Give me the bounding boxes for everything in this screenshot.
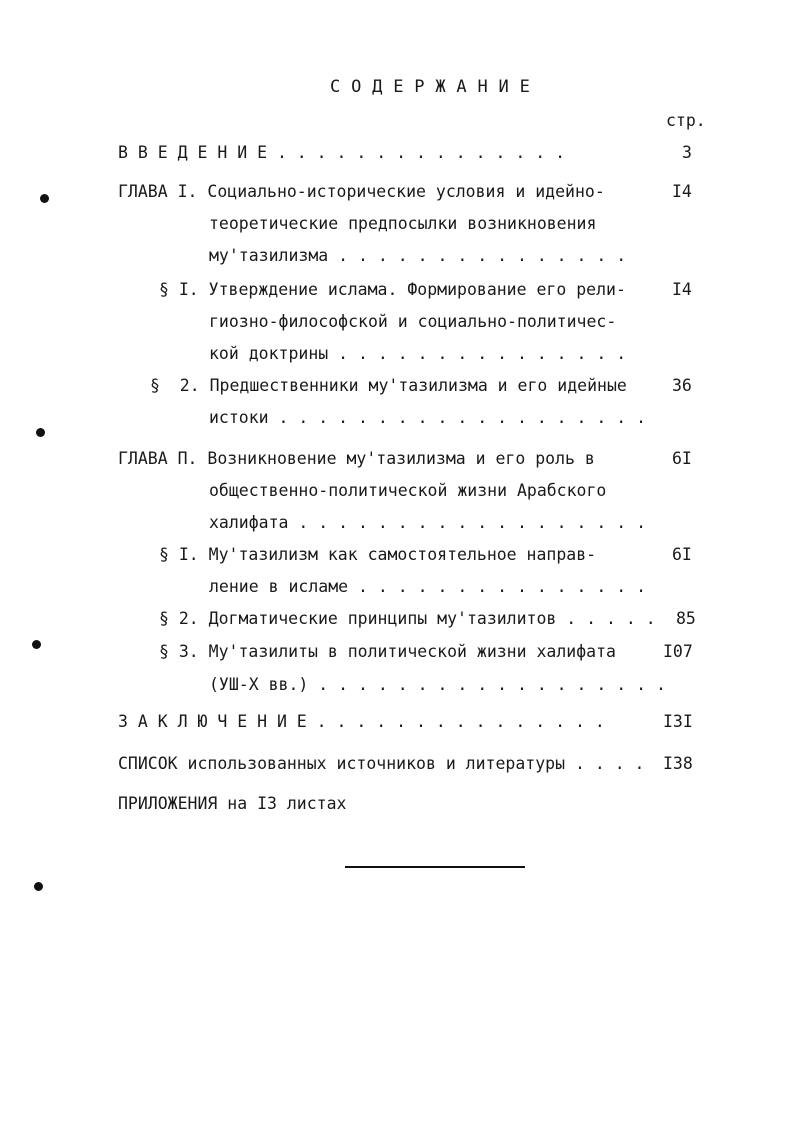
toc-page-number: I4 bbox=[672, 182, 692, 201]
toc-entry-text: кой доктрины . . . . . . . . . . . . . . . bbox=[209, 344, 627, 363]
toc-entry-text: З А К Л Ю Ч Е Н И Е . . . . . . . . . . . . . . . bbox=[118, 712, 605, 731]
toc-entry-text: ПРИЛОЖЕНИЯ на I3 листах bbox=[118, 794, 347, 813]
toc-entry-text: В В Е Д Е Н И Е . . . . . . . . . . . . . . . bbox=[118, 143, 566, 162]
binder-hole-mark bbox=[32, 640, 41, 649]
toc-entry-text: халифата . . . . . . . . . . . . . . . . . . bbox=[209, 513, 647, 532]
toc-entry-text: (УШ-Х вв.) . . . . . . . . . . . . . . . . . . bbox=[209, 675, 666, 694]
page-column-label: стр. bbox=[666, 111, 706, 130]
page-title: С О Д Е Р Ж А Н И Е bbox=[330, 77, 531, 97]
toc-entry-text: § I. Му'тазилизм как самостоятельное направ- bbox=[159, 545, 597, 564]
toc-page-number: 85 bbox=[676, 609, 696, 628]
toc-entry-text: истоки . . . . . . . . . . . . . . . . . . . bbox=[209, 408, 647, 427]
toc-page-number: I38 bbox=[663, 754, 693, 773]
binder-hole-mark bbox=[36, 428, 45, 437]
binder-hole-mark bbox=[34, 882, 43, 891]
toc-entry-text: § 3. Му'тазилиты в политической жизни халифата bbox=[159, 642, 616, 661]
toc-page-number: 36 bbox=[672, 376, 692, 395]
toc-entry-text: ГЛАВА П. Возникновение му'тазилизма и его роль в bbox=[118, 449, 595, 468]
toc-page-number: 6I bbox=[672, 545, 692, 564]
binder-hole-mark bbox=[40, 194, 49, 203]
toc-page-number: I07 bbox=[663, 642, 693, 661]
toc-entry-text: § I. Утверждение ислама. Формирование его рели- bbox=[159, 280, 626, 299]
toc-entry-text: му'тазилизма . . . . . . . . . . . . . . . bbox=[209, 246, 627, 265]
toc-page-number: I4 bbox=[672, 280, 692, 299]
toc-entry-text: ГЛАВА I. Социально-исторические условия и идейно- bbox=[118, 182, 605, 201]
toc-entry-text: СПИСОК использованных источников и литературы . . . . bbox=[118, 754, 645, 773]
toc-page-number: 6I bbox=[672, 449, 692, 468]
closing-rule bbox=[345, 866, 525, 868]
toc-entry-text: ление в исламе . . . . . . . . . . . . . . . bbox=[209, 577, 647, 596]
toc-entry-text: гиозно-философской и социально-политичес- bbox=[209, 312, 617, 331]
toc-page-number: I3I bbox=[663, 712, 693, 731]
toc-entry-text: § 2. Догматические принципы му'тазилитов . . . . . bbox=[159, 609, 656, 628]
toc-entry-text: теоретические предпосылки возникновения bbox=[209, 214, 597, 233]
toc-entry-text: общественно-политической жизни Арабского bbox=[209, 481, 607, 500]
toc-entry-text: § 2. Предшественники му'тазилизма и его идейные bbox=[150, 376, 627, 395]
toc-page-number: 3 bbox=[682, 143, 692, 162]
